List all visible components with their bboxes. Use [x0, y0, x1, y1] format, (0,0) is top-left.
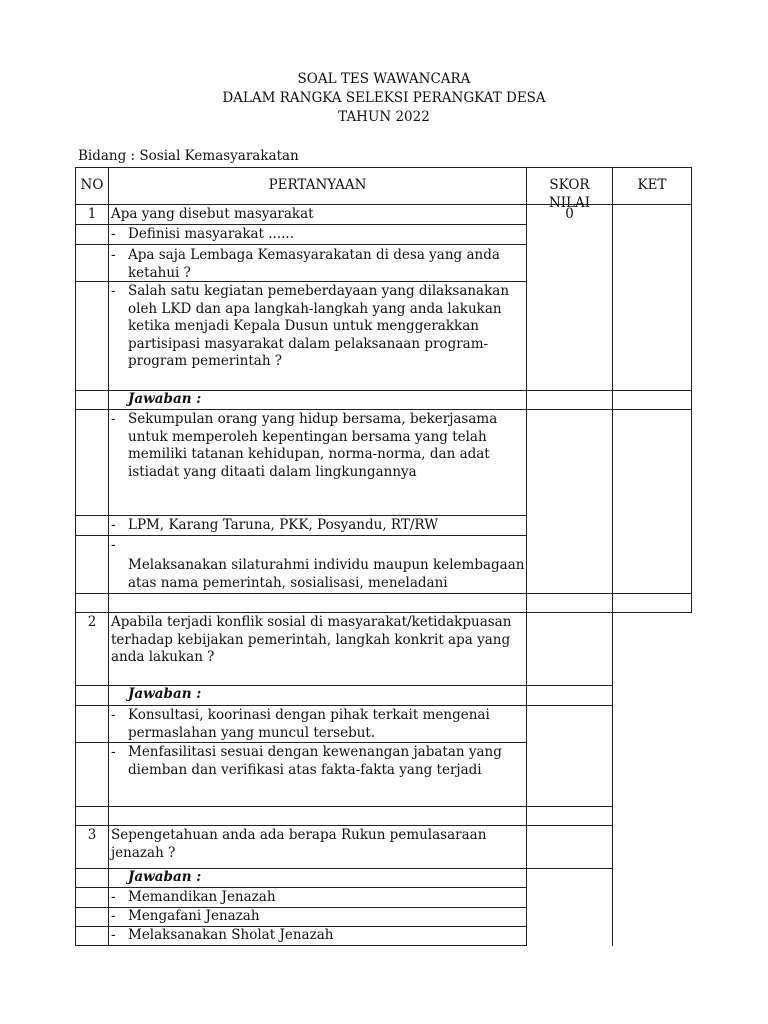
- row-divider: [75, 593, 692, 594]
- row-divider: [75, 612, 692, 613]
- bullet-dash: -: [111, 247, 116, 263]
- answer-text: Melaksanakan Sholat Jenazah: [128, 927, 334, 943]
- question-text: Apabila terjadi konflik sosial di masyarakat/ketidakpuasan terhadap kebijakan pemerintah, langkah konkrit apa yang anda lakukan ?: [111, 614, 512, 665]
- row-divider: [75, 806, 613, 807]
- question-number: 3: [87, 827, 97, 843]
- row-divider: [75, 409, 692, 410]
- answer-text: Sekumpulan orang yang hidup bersama, bekerjasama untuk memperoleh kepentingan bersama yang telah memiliki tatanan kehidupan, norma-norma, dan adat istiadat yang ditaati dalam lingkungannya: [128, 411, 498, 480]
- title-line-2: DALAM RANGKA SELEKSI PERANGKAT DESA: [222, 90, 546, 106]
- sub-row-divider: [75, 535, 527, 536]
- table-border-top: [75, 167, 692, 168]
- question-text: Apa yang disebut masyarakat: [111, 206, 314, 222]
- sub-row-divider: [75, 742, 527, 743]
- bullet-dash: -: [111, 927, 116, 943]
- bullet-dash: -: [111, 908, 116, 924]
- table-bottom-divider: [75, 945, 527, 946]
- answer-label: Jawaban :: [128, 391, 202, 407]
- bullet-dash: -: [111, 707, 116, 723]
- sub-row-divider: [75, 244, 527, 245]
- title-line-3: TAHUN 2022: [338, 109, 430, 125]
- answer-text: Menfasilitasi sesuai dengan kewenangan jabatan yang diemban dan verifikasi atas fakta-fakta yang terjadi: [128, 744, 502, 778]
- bullet-dash: -: [111, 411, 116, 427]
- answer-label: Jawaban :: [128, 686, 202, 702]
- question-text: Sepengetahuan anda ada berapa Rukun pemulasaraan jenazah ?: [111, 827, 487, 861]
- header-no: NO: [80, 177, 104, 193]
- bullet-dash: -: [111, 889, 116, 905]
- answer-text: Mengafani Jenazah: [128, 908, 260, 924]
- score-value: 0: [565, 206, 574, 222]
- sub-question: Apa saja Lembaga Kemasyarakatan di desa yang anda ketahui ?: [128, 247, 500, 281]
- answer-text: Konsultasi, koorinasi dengan pihak terkait mengenai permaslahan yang muncul tersebut.: [128, 707, 490, 741]
- answer-text: Memandikan Jenazah: [128, 889, 276, 905]
- column-divider-question: [526, 167, 527, 946]
- column-divider-score: [612, 167, 613, 946]
- bidang-label: Bidang : Sosial Kemasyarakatan: [78, 148, 299, 164]
- bullet-dash: -: [111, 226, 116, 242]
- header-skor-nilai: SKOR NILAI: [548, 177, 591, 211]
- header-pertanyaan: PERTANYAAN: [268, 177, 367, 193]
- sub-question: Salah satu kegiatan pemeberdayaan yang dilaksanakan oleh LKD dan apa langkah-langkah yang anda lakukan ketika menjadi Kepala Dusun untuk menggerakkan partisipasi masyarakat dalam pelaksanaan program- program pemerintah ?: [128, 283, 510, 369]
- sub-row-divider: [75, 515, 527, 516]
- bullet-dash: -: [111, 283, 116, 299]
- row-divider: [75, 825, 613, 826]
- question-number: 1: [87, 206, 97, 222]
- bullet-dash: -: [111, 537, 116, 553]
- sub-question: Definisi masyarakat ......: [128, 226, 295, 242]
- answer-text: Melaksanakan silaturahmi individu maupun kelembagaan atas nama pemerintah, sosialisasi, meneladani: [128, 557, 525, 591]
- bullet-dash: -: [111, 744, 116, 760]
- header-ket: KET: [637, 177, 667, 193]
- bullet-dash: -: [111, 517, 116, 533]
- title-line-1: SOAL TES WAWANCARA: [297, 71, 471, 87]
- answer-label: Jawaban :: [128, 869, 202, 885]
- row-divider: [75, 705, 613, 706]
- sub-row-divider: [75, 224, 527, 225]
- answer-text: LPM, Karang Taruna, PKK, Posyandu, RT/RW: [128, 517, 439, 533]
- column-divider-no: [108, 167, 109, 946]
- sub-row-divider: [75, 887, 527, 888]
- question-number: 2: [87, 614, 97, 630]
